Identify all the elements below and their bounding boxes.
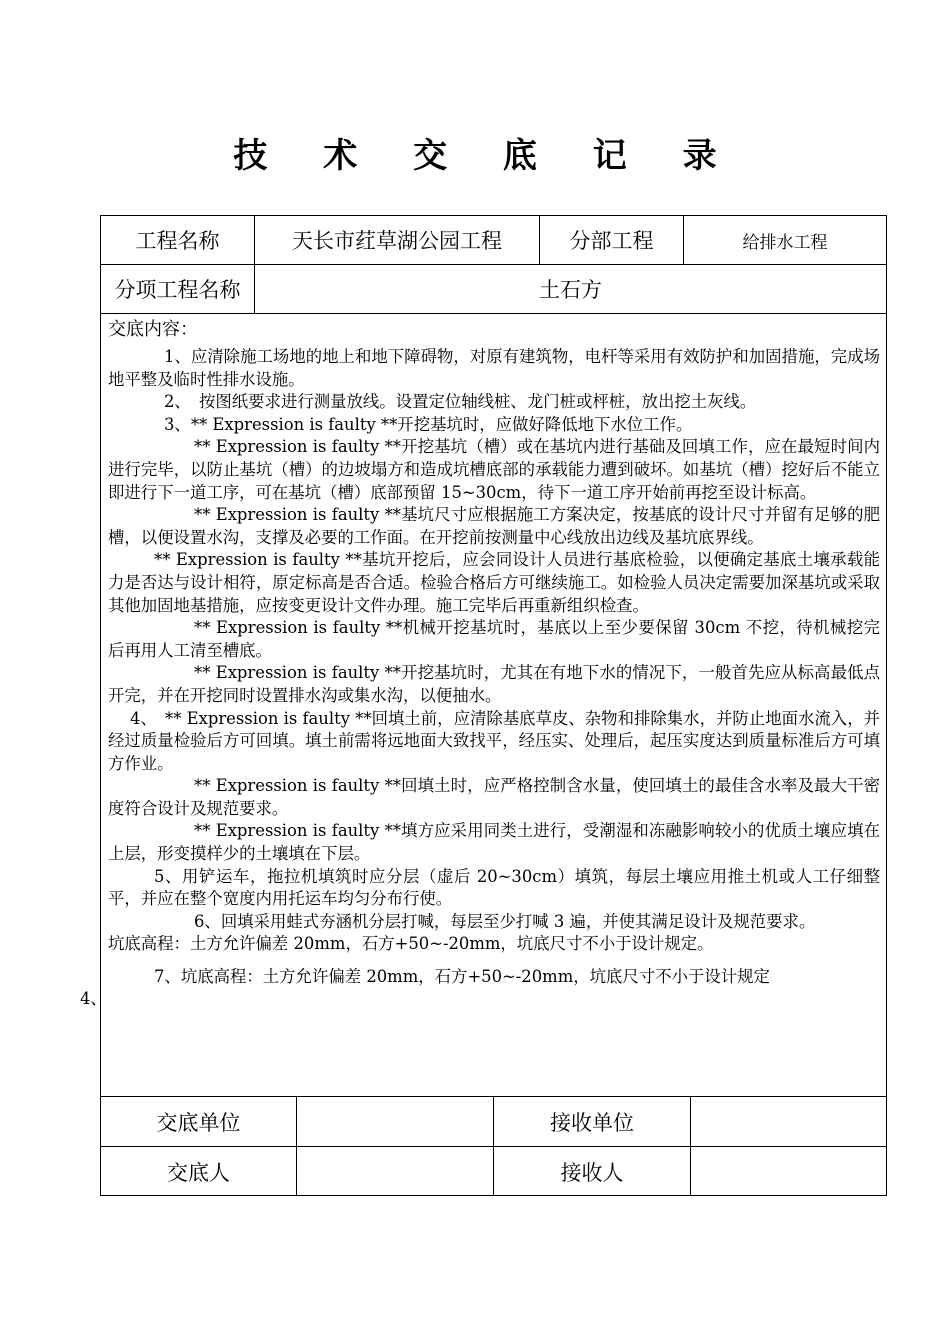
content-paragraph: 6、回填采用蛙式夯涵机分层打喊，每层至少打喊 3 遍，并使其满足设计及规范要求。 bbox=[194, 911, 816, 931]
project-name-value: 天长市荭草湖公园工程 bbox=[292, 229, 502, 253]
content-paragraph: 3、** Expression is faulty **开挖基坑时，应做好降低地下水位工作。 bbox=[164, 414, 693, 434]
content-paragraph: ** Expression is faulty **回填土时，应严格控制含水量，使回填土的最佳含水率及最大干密度符合设计及规范要求。 bbox=[108, 776, 880, 818]
document-title: 技 术 交 底 记 录 bbox=[233, 136, 739, 176]
briefing-content bbox=[108, 316, 880, 989]
subitem-value: 土石方 bbox=[539, 278, 602, 302]
content-paragraph: 5、用铲运车，拖拉机填筑时应分层（虚后 20~30cm）填筑，每层土壤应用推土机或人工仔细整平，并应在整个宽度内用托运车均匀分布行使。 bbox=[108, 866, 880, 909]
content-paragraph: ** Expression is faulty **基坑尺寸应根据施工方案决定，按基底的设计尺寸并留有足够的肥槽，以便设置水沟，支撑及必要的工作面。在开挖前按测量中心线放出边线及基坑底界线。 bbox=[108, 505, 880, 547]
row-divider bbox=[100, 313, 887, 314]
issuing-unit-value[interactable] bbox=[297, 1097, 493, 1146]
margin-mark: 4、 bbox=[80, 989, 107, 1008]
content-paragraph: 坑底高程：土方允许偏差 20mm，石方+50~-20mm，坑底尺寸不小于设计规定。 bbox=[108, 934, 714, 954]
receiving-unit-value[interactable] bbox=[691, 1097, 886, 1146]
content-paragraph: ** Expression is faulty **机械开挖基坑时，基底以上至少要保留 30cm 不挖，待机械挖完后再用人工清至槽底。 bbox=[108, 618, 880, 660]
project-name-label: 工程名称 bbox=[135, 229, 220, 253]
division-label: 分部工程 bbox=[569, 229, 654, 253]
issuer-label: 交底人 bbox=[167, 1160, 230, 1185]
content-paragraph: ** Expression is faulty **基坑开挖后，应会同设计人员进行基底检验，以便确定基底土壤承载能力是否达与设计相符，原定标高是否合适。检验合格后方可继续施工。如检验人员决定需要加深基坑或采取其他加固地基措施，应按变更设计文件办理。施工完毕后再重新组织检查。 bbox=[108, 550, 880, 615]
subitem-label: 分项工程名称 bbox=[114, 278, 241, 302]
receiver-value[interactable] bbox=[691, 1147, 886, 1196]
content-heading: 交底内容： bbox=[108, 319, 198, 340]
content-paragraph: 4、 ** Expression is faulty **回填土前，应清除基底草皮、杂物和排除集水，并防止地面水流入，并经过质量检验后方可回填。填土前需将远地面大致找平，经压实、处理后，起压实度达到质量标准后方可填方作业。 bbox=[108, 708, 880, 773]
content-paragraph: ** Expression is faulty **填方应采用同类土进行，受潮湿和冻融影响较小的优质土壤应填在上层，形变摸样少的土壤填在下层。 bbox=[108, 821, 880, 864]
receiver-label: 接收人 bbox=[560, 1160, 624, 1185]
issuer-value[interactable] bbox=[297, 1147, 493, 1196]
issuing-unit-label: 交底单位 bbox=[156, 1110, 241, 1135]
receiving-unit-label: 接收单位 bbox=[550, 1110, 634, 1135]
content-paragraph: 7、坑底高程：土方允许偏差 20mm，石方+50~-20mm，坑底尺寸不小于设计规定 bbox=[154, 967, 770, 987]
content-paragraph: 1、应清除施工场地的地上和地下障碍物，对原有建筑物，电杆等采用有效防护和加固措施，完成场地平整及临时性排水设施。 bbox=[108, 347, 880, 389]
content-paragraph: ** Expression is faulty **开挖基坑时，尤其在有地下水的情况下，一般首先应从标高最低点开完，并在开挖同时设置排水沟或集水沟，以便抽水。 bbox=[108, 663, 880, 705]
content-paragraph: ** Expression is faulty **开挖基坑（槽）或在基坑内进行基础及回填工作，应在最短时间内进行完毕，以防止基坑（槽）的边坡塌方和造成坑槽底部的承载能力遭到破坏。如基坑（槽）挖好后不能立即进行下一道工序，可在基坑（槽）底部预留 15~30cm，待下一道工序开始前再挖至设计标高。 bbox=[108, 437, 880, 502]
division-value: 给排水工程 bbox=[742, 232, 828, 253]
content-paragraph: 2、 按图纸要求进行测量放线。设置定位轴线桩、龙门桩或枰桩，放出挖土灰线。 bbox=[164, 392, 757, 412]
